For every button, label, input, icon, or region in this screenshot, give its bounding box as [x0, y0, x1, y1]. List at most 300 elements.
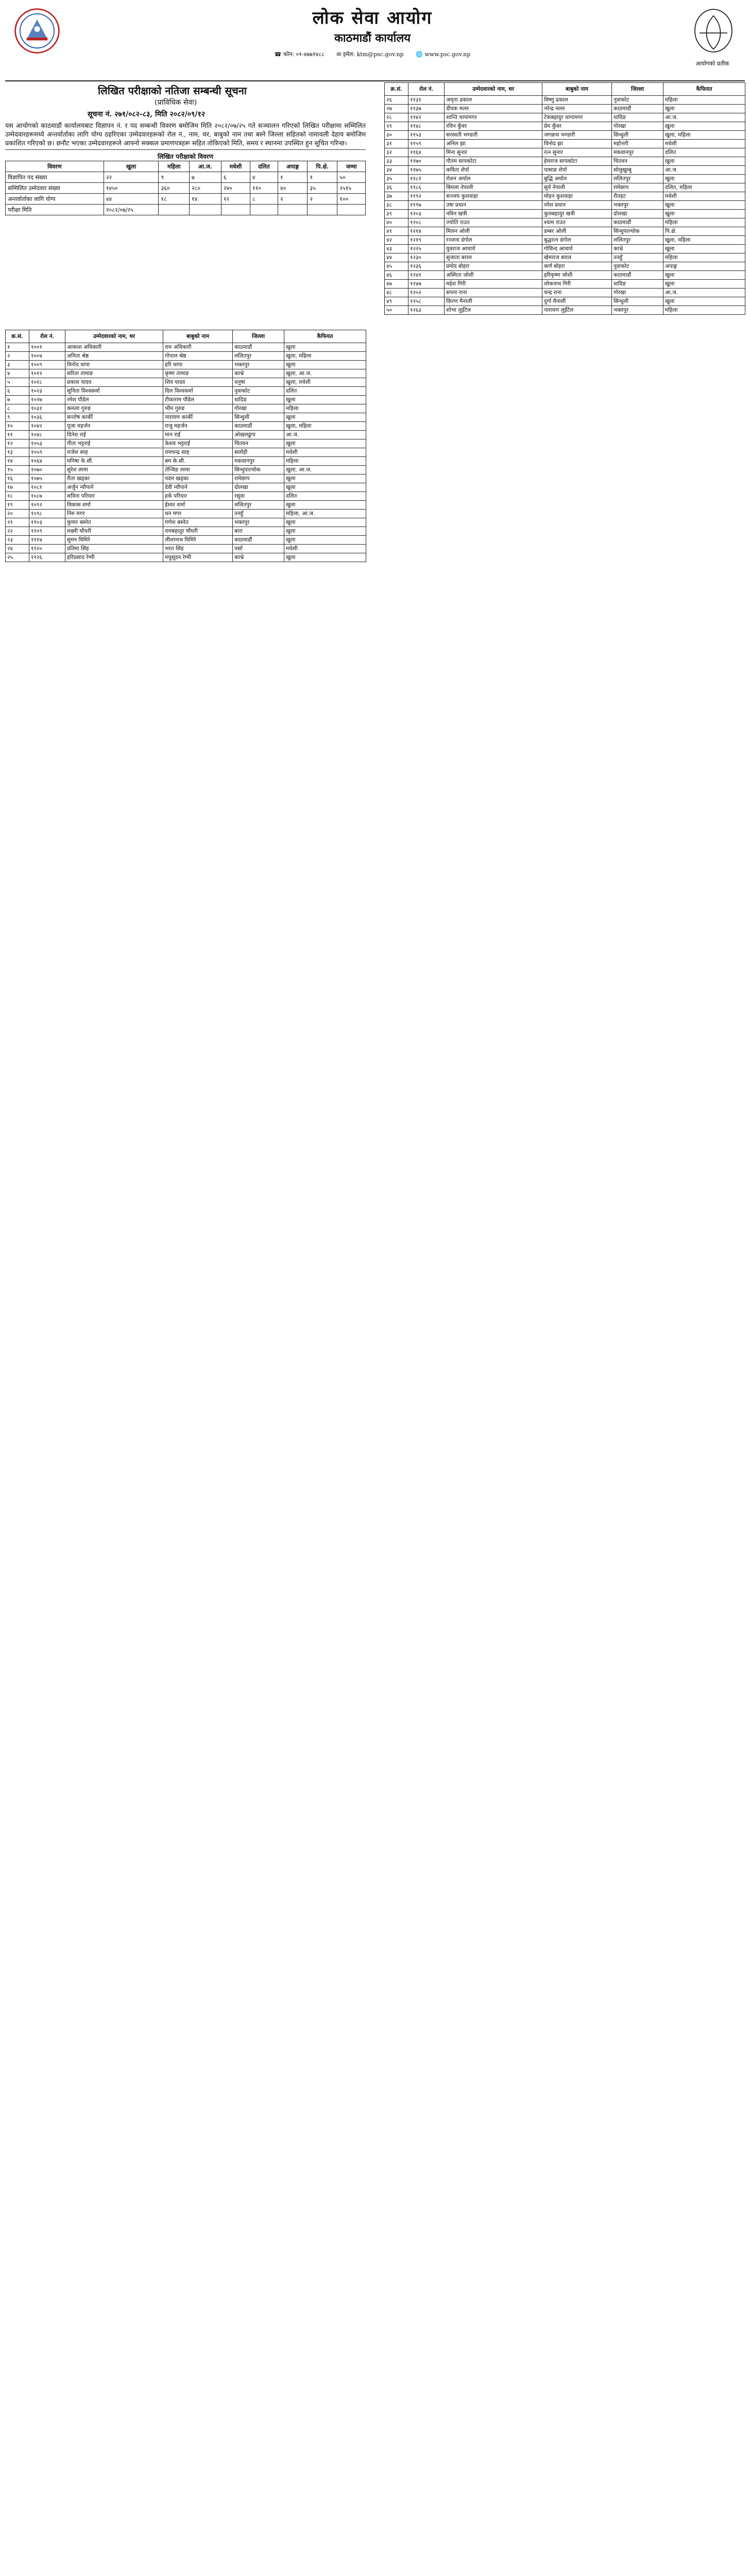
table-row — [6, 422, 366, 431]
table-row-cell: २७ — [385, 105, 408, 113]
table-row-cell: कर्ण बोहरा — [542, 262, 612, 271]
table-row-cell: नविन खत्री — [445, 210, 542, 218]
table-row-cell: हरिकृष्ण जोशी — [542, 271, 612, 280]
table-row-cell: भक्तपुर — [233, 361, 284, 369]
table-row-cell: कुलबहादुर खत्री — [542, 210, 612, 218]
table-row-cell: पूजा महर्जन — [65, 422, 163, 431]
table-row-cell: सविना परियार — [65, 492, 163, 501]
table-row-cell: १०१२ — [29, 369, 65, 378]
table-row-cell: आ.ज. — [663, 113, 745, 122]
summary-row — [6, 183, 366, 194]
notice-intro: यस आयोगको काठमाडौं कार्यालयबाट विज्ञापन नं. र पद सम्बन्धी विवरण बमोजिम मिति २०८२/०७/२५ गते सञ्चालन गरिएको लिखित परीक्षामा सम्मिलित उम्मेदवारहरूमध्ये अन्तर्वार्ताका लागि योग्य ठहरिएका उम्मेदवारहरूको रोल नं., नाम, थर, बाबुको नाम तथा बस्ने जिल्ला सहितको नामावली देहाय बमोजिम प्रकाशित गरिएको छ। छनौट भएका उम्मेदवारहरूले आफ्नो सक्कल प्रमाणपत्रहरू सहित तोकिएको मिति, समय र स्थानमा उपस्थित हुन सूचित गरिन्छ। — [5, 122, 366, 147]
table-row-cell: दलित — [284, 492, 366, 501]
table-row-cell: १८ — [6, 492, 29, 501]
table-row-cell: काठमाडौं — [233, 343, 284, 352]
table-row-cell: १२ — [6, 439, 29, 448]
table-row-cell: खुला — [284, 501, 366, 510]
table-row-cell: धनुषा — [233, 378, 284, 387]
table-row-cell: खुला — [284, 536, 366, 545]
summary-row-cell: २५१५ — [337, 183, 366, 194]
table-row-cell: सुर्य नेपाली — [542, 183, 612, 192]
table-row-cell: धादिङ — [233, 396, 284, 404]
table-row-cell: ३० — [385, 131, 408, 140]
table-row-cell: १०६४ — [29, 457, 65, 466]
table-row-cell: विनोद थापा — [65, 361, 163, 369]
table-row-cell: नारायण कार्की — [163, 413, 233, 422]
table-row-cell: ५ — [6, 378, 29, 387]
table-row-cell: ४७ — [385, 280, 408, 289]
table-row-cell: सोलुखुम्बु — [612, 166, 663, 175]
table-row-cell: नारायण लुइँटेल — [542, 306, 612, 315]
table-row — [385, 192, 745, 201]
table-row-cell: ११४२ — [408, 113, 445, 122]
table-row-cell: पदम खड्का — [163, 474, 233, 483]
table-row-cell: खुला — [663, 297, 745, 306]
col-remarks: कैफियत — [284, 330, 366, 343]
summary-row-cell: १०० — [337, 194, 366, 205]
table-row — [6, 413, 366, 422]
table-row-cell: १२१४ — [408, 227, 445, 236]
table-row-cell: धन मगर — [163, 510, 233, 518]
table-row-cell: १९ — [6, 501, 29, 510]
table-row-cell: काभ्रे — [233, 553, 284, 562]
table-row-cell: ४९ — [385, 297, 408, 306]
table-row-cell: बम के.सी. — [163, 457, 233, 466]
table-row-cell: काठमाडौं — [612, 271, 663, 280]
col-name: उम्मेदवारको नाम, थर — [65, 330, 163, 343]
table-row-cell: रामबहादुर चौधरी — [163, 527, 233, 536]
table-row-cell: हरि थापा — [163, 361, 233, 369]
table-row-cell: कमला गुरुङ — [65, 404, 163, 413]
col-father: बाबुको नाम — [542, 83, 612, 96]
summary-body — [6, 172, 366, 215]
table-row-cell: १४ — [6, 457, 29, 466]
table-row — [6, 510, 366, 518]
table-row — [385, 271, 745, 280]
table-row — [385, 96, 745, 105]
table-row-cell: ३१ — [385, 140, 408, 148]
table-row-cell: सुजाता बराल — [445, 253, 542, 262]
table-row — [6, 553, 366, 562]
table-row-cell: ४५ — [385, 262, 408, 271]
table-row-cell: सुनिता विश्वकर्मा — [65, 387, 163, 396]
table-row-cell: रामेछाप — [612, 183, 663, 192]
summary-row-cell: २०८२/०७/२५ — [104, 205, 159, 215]
table-row-cell: चितवन — [612, 157, 663, 166]
table-row-cell: काठमाडौं — [233, 422, 284, 431]
summary-row-cell: २४० — [221, 183, 250, 194]
table-row-cell: १०२७ — [29, 396, 65, 404]
table-row-cell: १२०८ — [408, 218, 445, 227]
summary-row-cell: ४ — [250, 172, 278, 183]
summary-row-cell: ८ — [250, 194, 278, 205]
notice-heading — [5, 83, 366, 215]
table-row-cell: भरत सिंह — [163, 545, 233, 553]
table-row-cell: १०३६ — [29, 413, 65, 422]
table-row-cell: ३ — [6, 361, 29, 369]
summary-table — [5, 161, 366, 215]
table-row-cell: २ — [6, 352, 29, 361]
table-row-cell: खुला, महिला — [663, 131, 745, 140]
table-row-cell: २६ — [385, 96, 408, 105]
table-row-cell: खुला — [284, 483, 366, 492]
table-row-cell: १००९ — [29, 361, 65, 369]
table-row-cell: महिला — [663, 96, 745, 105]
summary-row-cell: २८० — [189, 183, 221, 194]
table-row-cell: रमेश पौडेल — [65, 396, 163, 404]
results-header-row — [6, 330, 366, 343]
table-row-cell: विकास शर्मा — [65, 501, 163, 510]
table-row — [385, 183, 745, 192]
summary-header: खुला — [104, 161, 159, 172]
table-row-cell: १०१८ — [29, 378, 65, 387]
table-row-cell: रविन कुँवर — [445, 122, 542, 131]
table-row-cell: १०८१ — [29, 483, 65, 492]
table-row-cell: प्रेम कुँवर — [542, 122, 612, 131]
table-row — [6, 527, 366, 536]
table-row-cell: खुला — [284, 553, 366, 562]
summary-row-cell: ११० — [250, 183, 278, 194]
table-row-cell: १२०३ — [408, 210, 445, 218]
table-row-cell: ११९७ — [408, 201, 445, 210]
table-row-cell: खुला — [663, 157, 745, 166]
table-row-cell: ११२० — [29, 545, 65, 553]
table-row-cell: २९ — [385, 122, 408, 131]
table-row-cell: हेमराज सापकोटा — [542, 157, 612, 166]
summary-caption: लिखित परीक्षाको विवरण — [157, 153, 214, 160]
summary-row-cell — [159, 205, 189, 215]
table-row-cell: १००४ — [29, 352, 65, 361]
table-row — [6, 404, 366, 413]
table-row-cell: प्रकाश यादव — [65, 378, 163, 387]
table-row-cell: नुवाकोट — [233, 387, 284, 396]
table-row — [385, 245, 745, 253]
organization-name: लोक सेवा आयोग — [312, 8, 433, 28]
table-row-cell: ७ — [6, 396, 29, 404]
table-row-cell: ११३७ — [408, 105, 445, 113]
table-row-cell: काठमाडौं — [612, 218, 663, 227]
table-row-cell: ६ — [6, 387, 29, 396]
table-row-cell: महिला — [284, 404, 366, 413]
table-row-cell: नुवाकोट — [612, 262, 663, 271]
table-row-cell: मधेशी — [663, 192, 745, 201]
table-row-cell: ११०३ — [29, 518, 65, 527]
table-row — [385, 210, 745, 218]
table-row-cell: खुला — [284, 474, 366, 483]
summary-row-cell: २२ — [104, 172, 159, 183]
summary-row-cell: ५० — [337, 172, 366, 183]
table-row-cell: ललितपुर — [612, 236, 663, 245]
table-row-cell: खुला, महिला — [284, 422, 366, 431]
table-row-cell: खुला, आ.ज. — [284, 466, 366, 474]
table-row-cell: ९ — [6, 413, 29, 422]
table-row — [6, 545, 366, 553]
table-row-cell: विनोद झा — [542, 140, 612, 148]
table-row-cell: सञ्जय कुशवाहा — [445, 192, 542, 201]
table-row-cell: राजु महर्जन — [163, 422, 233, 431]
table-row-cell: काठमाडौं — [612, 105, 663, 113]
table-row-cell: खेमराज बराल — [542, 253, 612, 262]
table-row-cell: ३९ — [385, 210, 408, 218]
table-row-cell: मिलन ओली — [445, 227, 542, 236]
table-row-cell: रसुवा — [233, 492, 284, 501]
table-row-cell: ११८१ — [408, 175, 445, 183]
divider — [5, 149, 366, 150]
summary-row-cell: १४ — [189, 194, 221, 205]
letterhead — [5, 3, 745, 81]
table-row-cell: ३३ — [385, 157, 408, 166]
table-row-cell: १२४१ — [408, 271, 445, 280]
table-row-cell: मकवानपुर — [612, 148, 663, 157]
table-row-cell: मोहन कुशवाहा — [542, 192, 612, 201]
results-body-right — [385, 96, 745, 315]
table-row-cell: पि.क्षे. — [663, 227, 745, 236]
office-name: काठमाडौं कार्यालय — [334, 31, 411, 45]
table-row-cell: १०५९ — [29, 448, 65, 457]
table-row — [385, 157, 745, 166]
table-row-cell: दिनेश राई — [65, 431, 163, 439]
table-row — [6, 343, 366, 352]
table-row-cell: १०५३ — [29, 439, 65, 448]
table-row-cell: जगन्नाथ भण्डारी — [542, 131, 612, 140]
table-row-cell: २२ — [6, 527, 29, 536]
table-row-cell: १०४८ — [29, 431, 65, 439]
table-row-cell: खुला — [284, 413, 366, 422]
table-row-cell: १३ — [6, 448, 29, 457]
summary-header: महिला — [159, 161, 189, 172]
table-row-cell: अपाङ्ग — [663, 262, 745, 271]
summary-row-cell: ९ — [159, 172, 189, 183]
table-row — [385, 131, 745, 140]
table-row-cell: ११९२ — [408, 192, 445, 201]
table-row-cell: मिना सुनार — [445, 148, 542, 157]
table-row-cell: १६ — [6, 474, 29, 483]
table-row-cell: ओखलढुंगा — [233, 431, 284, 439]
table-row-cell: शोभा लुइँटेल — [445, 306, 542, 315]
table-row-cell: रामेछाप — [233, 474, 284, 483]
table-row-cell: १०९८ — [29, 510, 65, 518]
table-row — [385, 113, 745, 122]
table-row-cell: शान्ति थापामगर — [445, 113, 542, 122]
summary-row-cell: १८ — [159, 194, 189, 205]
table-row-cell: खुला — [284, 527, 366, 536]
table-row — [385, 289, 745, 297]
table-row — [385, 253, 745, 262]
table-row-cell: बिमला नेपाली — [445, 183, 542, 192]
table-row-cell: महिला — [663, 253, 745, 262]
summary-row-cell: अन्तर्वार्ताका लागि योग्य — [6, 194, 104, 205]
col-serial: क्र.सं. — [6, 330, 29, 343]
table-row-cell: नुवाकोट — [612, 96, 663, 105]
table-row-cell: महिला — [663, 306, 745, 315]
table-row-cell: गोपाल श्रेष्ठ — [163, 352, 233, 361]
table-row-cell: राम अधिकारी — [163, 343, 233, 352]
summary-row-cell — [308, 205, 337, 215]
table-row-cell: अनिल झा — [445, 140, 542, 148]
results-table-right — [384, 82, 745, 315]
summary-row-cell: ३६० — [159, 183, 189, 194]
table-row-cell: १०४२ — [29, 422, 65, 431]
table-row-cell: दीपक मल्ल — [445, 105, 542, 113]
table-row-cell: लक्ष्मी चौधरी — [65, 527, 163, 536]
table-row-cell: २१ — [6, 518, 29, 527]
col-father: बाबुको नाम — [163, 330, 233, 343]
table-row-cell: टीकाराम पौडेल — [163, 396, 233, 404]
table-row-cell: ईश्वर शर्मा — [163, 501, 233, 510]
table-row-cell: २८ — [385, 113, 408, 122]
table-row — [385, 297, 745, 306]
table-row-cell: गीता भट्टराई — [65, 439, 163, 448]
header-titles — [72, 5, 673, 45]
table-row-cell: दुर्गा मैनाली — [542, 297, 612, 306]
table-row-cell: ११५९ — [408, 140, 445, 148]
table-row-cell: मकवानपुर — [233, 457, 284, 466]
national-emblem-icon — [13, 7, 61, 55]
table-row-cell: खुला — [663, 280, 745, 289]
table-row-cell: विष्णु ढकाल — [542, 96, 612, 105]
table-row-cell: सिन्धुली — [612, 297, 663, 306]
table-row — [6, 439, 366, 448]
table-row-cell: कुमार बस्नेत — [65, 518, 163, 527]
table-row-cell: सिन्धुपाल्चोक — [233, 466, 284, 474]
table-row-cell: लोकनाथ गिरी — [542, 280, 612, 289]
table-row — [385, 148, 745, 157]
table-row-cell: ३६ — [385, 183, 408, 192]
results-left-column — [5, 330, 366, 562]
summary-row-cell — [221, 205, 250, 215]
table-row-cell: खुला — [284, 343, 366, 352]
table-row-cell: ११०९ — [29, 527, 65, 536]
table-row-cell: गोविन्द आचार्य — [542, 245, 612, 253]
table-row-cell: ४४ — [385, 253, 408, 262]
table-row — [6, 431, 366, 439]
table-row-cell: ११५३ — [408, 131, 445, 140]
table-row — [385, 166, 745, 175]
table-row-cell: ४८ — [385, 289, 408, 297]
table-row-cell: सुरेश लामा — [65, 466, 163, 474]
table-row — [385, 122, 745, 131]
table-row-cell: सिन्धुली — [233, 413, 284, 422]
table-row-cell: मधेशी — [284, 448, 366, 457]
table-row-cell: ११ — [6, 431, 29, 439]
table-row-cell: ३५ — [385, 175, 408, 183]
table-row-cell: १०८७ — [29, 492, 65, 501]
table-row-cell: ललितपुर — [233, 352, 284, 361]
table-row-cell: भक्तपुर — [612, 201, 663, 210]
table-row — [385, 105, 745, 113]
table-row — [6, 448, 366, 457]
table-row-cell: २४ — [6, 545, 29, 553]
table-row — [6, 369, 366, 378]
summary-row-cell — [337, 205, 366, 215]
table-row-cell: दिल विश्वकर्मा — [163, 387, 233, 396]
table-row-cell: रमेश प्रधान — [542, 201, 612, 210]
table-row-cell: ८ — [6, 404, 29, 413]
logo-caption: आयोगको प्रतीक — [695, 60, 729, 67]
table-row — [385, 262, 745, 271]
table-row — [385, 227, 745, 236]
table-row-cell: १२६३ — [408, 306, 445, 315]
table-row-cell: २३ — [6, 536, 29, 545]
table-row-cell: खुला, महिला — [663, 236, 745, 245]
table-row-cell: खुला — [663, 175, 745, 183]
table-row-cell: अनिता श्रेष्ठ — [65, 352, 163, 361]
table-row-cell: दलित, महिला — [663, 183, 745, 192]
notice-number: सूचना नं. २७१/०८२-८३, मिति २०८२/०९/१२ — [88, 110, 205, 118]
notice-title: लिखित परीक्षाको नतिजा सम्बन्धी सूचना — [98, 84, 247, 97]
table-row-cell: श्याम राउत — [542, 218, 612, 227]
summary-row-cell: ४४ — [104, 194, 159, 205]
table-row-cell: अस्मिता जोशी — [445, 271, 542, 280]
results-header-row — [385, 83, 745, 96]
table-row-cell: महोत्तरी — [612, 140, 663, 148]
table-row-cell: १७ — [6, 483, 29, 492]
table-row-cell: नरेन्द्र मल्ल — [542, 105, 612, 113]
table-row-cell: रत्न सुनार — [542, 148, 612, 157]
table-row-cell: महिला — [284, 457, 366, 466]
table-row-cell: मधेशी — [663, 140, 745, 148]
table-row-cell: काभ्रे — [612, 245, 663, 253]
summary-row-cell: परीक्षा मिति — [6, 205, 104, 215]
table-row-cell: खुला, मधेशी — [284, 378, 366, 387]
table-row-cell: १०७० — [29, 466, 65, 474]
table-row-cell: गोरखा — [233, 404, 284, 413]
table-row-cell: सुमन घिमिरे — [65, 536, 163, 545]
summary-row-cell — [278, 205, 307, 215]
table-row-cell: ११२६ — [29, 553, 65, 562]
table-row-cell: काभ्रे — [233, 369, 284, 378]
table-row-cell: दोलखा — [233, 483, 284, 492]
table-row — [6, 501, 366, 510]
table-row-cell: खुला — [663, 271, 745, 280]
table-row-cell: अमृता ढकाल — [445, 96, 542, 105]
table-row-cell: दोलखा — [612, 210, 663, 218]
table-row-cell: गौतम सापकोटा — [445, 157, 542, 166]
table-row-cell: कृष्ण तामाङ — [163, 369, 233, 378]
table-row-cell: ४ — [6, 369, 29, 378]
table-row-cell: रोशन अर्याल — [445, 175, 542, 183]
table-row-cell: ११७० — [408, 157, 445, 166]
table-row-cell: ३२ — [385, 148, 408, 157]
summary-row-cell: सम्मिलित उम्मेदवार संख्या — [6, 183, 104, 194]
table-row-cell: खुला — [663, 245, 745, 253]
summary-header: विवरण — [6, 161, 104, 172]
table-row-cell: खुला — [284, 439, 366, 448]
table-row-cell: ललितपुर — [233, 501, 284, 510]
summary-header: मधेशी — [221, 161, 250, 172]
table-row-cell: १०२३ — [29, 387, 65, 396]
table-row-cell: खुला — [663, 210, 745, 218]
table-row-cell: १००१ — [29, 343, 65, 352]
contact-line — [67, 50, 678, 58]
table-row — [6, 352, 366, 361]
table-row-cell: सरस्वती भण्डारी — [445, 131, 542, 140]
table-row-cell: १२१९ — [408, 236, 445, 245]
summary-row-cell: १ — [308, 172, 337, 183]
table-row-cell: रीता खड्का — [65, 474, 163, 483]
summary-row-cell: १ — [278, 172, 307, 183]
table-row-cell: हरिप्रसाद रेग्मी — [65, 553, 163, 562]
website-contact: 🌐 www.psc.gov.np — [416, 51, 471, 58]
summary-row-cell: १४५० — [104, 183, 159, 194]
table-row-cell: खुला — [663, 122, 745, 131]
table-row-cell: १२२५ — [408, 245, 445, 253]
col-district: जिल्ला — [233, 330, 284, 343]
table-row-cell: १०३१ — [29, 404, 65, 413]
table-row-cell: तनहुँ — [612, 253, 663, 262]
email-contact: ✉ इमेल: ktm@psc.gov.np — [336, 51, 404, 58]
table-row-cell: भीम गुरुङ — [163, 404, 233, 413]
